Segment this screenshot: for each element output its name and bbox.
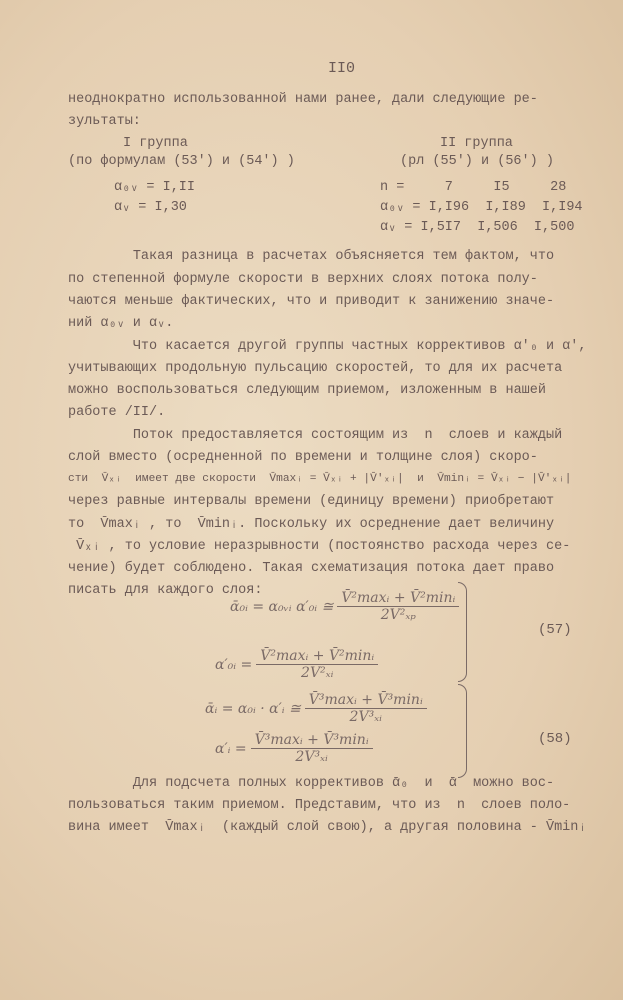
- text-line: можно воспользоваться следующим приемом, изложенным в нашей: [68, 383, 546, 398]
- equation-57b: [215, 648, 378, 681]
- text-line: Поток предоставляется состоящим из n слоев и каждый: [68, 428, 563, 443]
- equation-number-58: (58): [538, 731, 572, 747]
- text-line: слой вместо (осредненной по времени и толщине слоя) скоро-: [68, 450, 538, 465]
- text-line: чение) будет соблюдено. Такая схематизация потока дает право: [68, 561, 555, 576]
- eq-denominator: 2V̄²ₓₚ: [380, 607, 416, 623]
- text-line: зультаты:: [68, 114, 141, 129]
- group1-row: α₀ᵥ = I,II: [114, 180, 196, 195]
- eq-lhs: α′ᵢ =: [215, 740, 247, 757]
- eq-numerator: V̄³maxᵢ + V̄³minᵢ: [251, 732, 373, 749]
- eq-denominator: 2V̄³ₓᵢ: [349, 709, 382, 725]
- text-line: чаются меньше фактических, что и приводит к занижению значе-: [68, 294, 555, 309]
- eq-denominator: 2V̄²ₓᵢ: [301, 665, 334, 681]
- eq-lhs: α′₀ᵢ =: [215, 656, 253, 673]
- text-line: писать для каждого слоя:: [68, 583, 263, 598]
- text-line: работе /II/.: [68, 405, 166, 420]
- eq-numerator: V̄²maxᵢ + V̄²minᵢ: [256, 648, 378, 665]
- eq-lhs: ᾱᵢ = α₀ᵢ · α′ᵢ ≅: [205, 700, 301, 717]
- group2-subtitle: (рл (55′) и (56′) ): [400, 154, 554, 169]
- text-line: Для подсчета полных коррективов ᾱ₀ и ᾱ можно вос-: [68, 776, 555, 791]
- text-line: пользоваться таким приемом. Представим, что из n слоев поло-: [68, 798, 571, 813]
- text-line: ний α₀ᵥ и αᵥ.: [68, 316, 174, 331]
- equation-58a: [205, 692, 427, 725]
- text-line: сти V̄ₓᵢ имеет две скорости V̄maxᵢ = V̄ₓᵢ + |V̄′ₓᵢ| и V̄minᵢ = V̄ₓᵢ − |V̄′ₓᵢ|: [68, 473, 572, 485]
- brace-57: [458, 582, 467, 682]
- group1-row: αᵥ = I,30: [114, 200, 187, 215]
- text-line: учитывающих продольную пульсацию скоростей, то для их расчета: [68, 361, 563, 376]
- group1-title: I группа: [123, 136, 188, 151]
- equation-number-57: (57): [538, 622, 572, 638]
- text-line: Что касается другой группы частных коррективов α′₀ и α′,: [68, 339, 587, 354]
- page-number: II0: [328, 60, 356, 77]
- eq-numerator: V̄²maxᵢ + V̄²minᵢ: [337, 590, 459, 607]
- brace-58: [458, 684, 467, 778]
- text-line: через равные интервалы времени (единицу времени) приобретают: [68, 494, 555, 509]
- group2-row: αᵥ = I,5I7 I,506 I,500: [380, 220, 575, 235]
- equation-58b: [215, 732, 373, 765]
- text-line: то V̄maxᵢ , то V̄minᵢ. Поскольку их осреднение дает величину: [68, 517, 555, 532]
- group2-title: II группа: [440, 136, 513, 151]
- group1-subtitle: (по формулам (53′) и (54′) ): [68, 154, 295, 169]
- group2-row: α₀ᵥ = I,I96 I,I89 I,I94: [380, 200, 583, 215]
- text-line: V̄ₓᵢ , то условие неразрывности (постоянство расхода через се-: [68, 539, 571, 554]
- text-line: вина имеет V̄maxᵢ (каждый слой свою), а другая половина - V̄minᵢ: [68, 820, 587, 835]
- text-line: неоднократно использованной нами ранее, дали следующие ре-: [68, 92, 538, 107]
- text-line: Такая разница в расчетах объясняется тем фактом, что: [68, 249, 555, 264]
- eq-numerator: V̄³maxᵢ + V̄³minᵢ: [305, 692, 427, 709]
- eq-lhs: ᾱ₀ᵢ = α₀ᵥᵢ α′₀ᵢ ≅: [230, 598, 334, 615]
- eq-denominator: 2V̄³ₓᵢ: [295, 749, 328, 765]
- group2-row: n = 7 I5 28: [380, 180, 567, 195]
- equation-57a: [230, 590, 459, 623]
- text-line: по степенной формуле скорости в верхних слоях потока полу-: [68, 272, 538, 287]
